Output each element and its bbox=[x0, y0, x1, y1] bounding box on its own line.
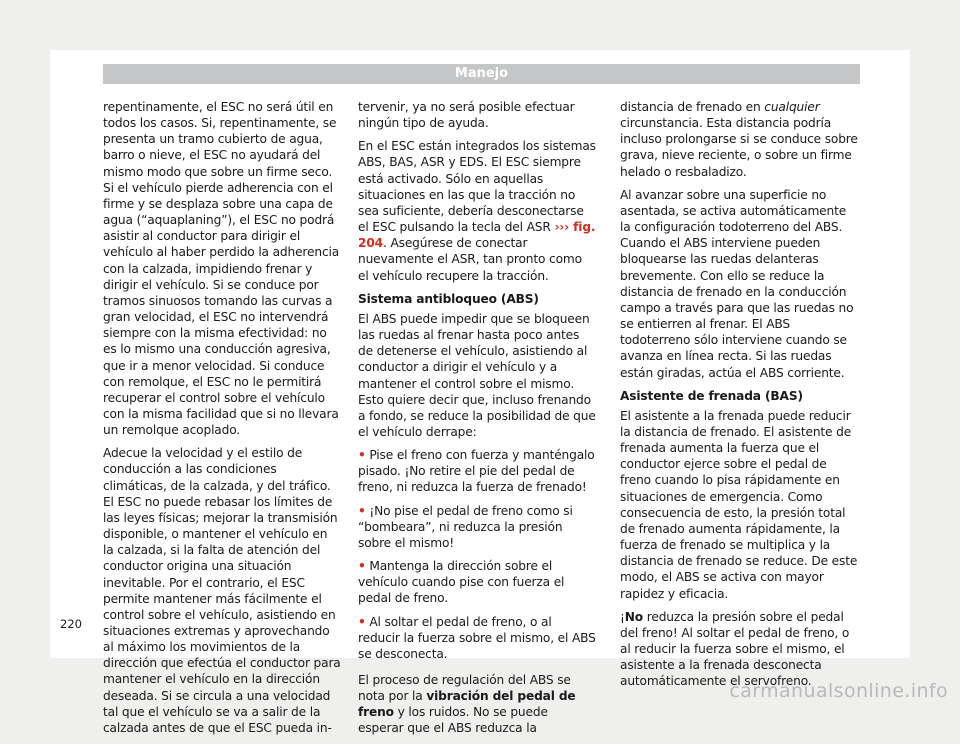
watermark-logo: carmanualsonline.info bbox=[729, 680, 948, 702]
emphasis-text: vibración del pedal de freno bbox=[358, 689, 576, 720]
paragraph-text: reduzca la presión sobre el pedal del freno! Al soltar el pedal de freno, o al reducir la fuerza sobre el mismo, el asistente a la frenada desconecta automáticamente el servofreno. bbox=[620, 609, 850, 689]
paragraph-text: ¡ bbox=[620, 609, 625, 624]
paragraph: tervenir, ya no será posible efectuar ningún tipo de ayuda. bbox=[358, 100, 575, 131]
paragraph-text: . Asegúrese de conectar nuevamente el ASR, tan pronto como el vehículo recupere la tracción. bbox=[358, 236, 582, 283]
bullet-icon: • bbox=[358, 559, 366, 574]
text-column-3 bbox=[620, 99, 858, 696]
bullet-icon: • bbox=[358, 614, 366, 629]
paragraph: Adecue la velocidad y el estilo de conducción a las condiciones climáticas, de la calzada, y del tráfico. El ESC no puede rebasar los límites de las leyes físicas; mejorar la transmisión disponible, o mantener el vehículo en la calzada, si la falta de atención del conductor origina una situación inevitable. Por el contrario, el ESC permite mantener más fácilmente el control sobre el vehículo, asistiendo en situaciones extremas y aprovechando al máximo los movimientos de la dirección que efectúa el conductor para mantener el vehículo en la dirección deseada. Si se circula a una velocidad tal que el vehículo se va a salir de la calzada antes de que el ESC pueda in- bbox=[103, 446, 341, 735]
paragraph bbox=[358, 138, 596, 283]
bullet-text: ¡No pise el pedal de freno como si “bombeara”, ni reduzca la presión sobre el mismo! bbox=[358, 503, 573, 550]
paragraph: repentinamente, el ESC no será útil en todos los casos. Si, repentinamente, se presenta un tramo cubierto de agua, barro o nieve, el ESC no ayudará del mismo modo que sobre un firme seco. Si el vehículo pierde adherencia con el firme y se desplaza sobre una capa de agua (“aquaplaning”), el ESC no podrá asistir al conductor para dirigir el vehículo al haber perdido la adherencia con la calzada, impidiendo frenar y dirigir el vehículo. Si se conduce por tramos sinuosos tomando las curvas a gran velocidad, el ESC no intervendrá siempre con la misma efectividad: no es lo mismo una conducción agresiva, que ir a menor velocidad. Si conduce con remolque, el ESC no le permitirá recuperar el control sobre el vehículo con la misma facilidad que si no llevara un remolque acoplado. bbox=[103, 100, 340, 438]
paragraph: El asistente a la frenada puede reducir la distancia de frenado. El asistente de frenada aumenta la fuerza que el conductor ejerce sobre el pedal de freno cuando lo pisa rápidamente en situaciones de emergencia. Como consecuencia de esto, la presión total de frenado aumenta rápidamente, la fuerza de frenado se multiplica y la distancia de frenado se reduce. De este modo, el ABS se activa con mayor rapidez y eficacia. bbox=[620, 408, 858, 601]
paragraph-text: y los ruidos. No se puede esperar que el ABS reduzca la bbox=[358, 705, 548, 736]
paragraph bbox=[620, 609, 858, 690]
bullet-item bbox=[358, 447, 596, 495]
page-number: 220 bbox=[60, 617, 82, 631]
bullet-item bbox=[358, 503, 596, 551]
bullet-icon: • bbox=[358, 503, 366, 518]
paragraph: Al avanzar sobre una superficie no asentada, se activa automáticamente la configuración todoterreno del ABS. Cuando el ABS interviene pueden bloquearse las ruedas delanteras brevemente. Con ello se reduce la distancia de frenado en la conducción campo a través para que las ruedas no se entierren al frenar. El ABS todoterreno sólo interviene cuando se avanza en línea recta. Si las ruedas están giradas, actúa el ABS corriente. bbox=[620, 187, 854, 380]
bullet-text: Pise el freno con fuerza y manténgalo pisado. ¡No retire el pie del pedal de freno, ni reduzca la fuerza de frenado! bbox=[358, 448, 595, 495]
bullet-item bbox=[358, 614, 596, 662]
bullet-icon: • bbox=[358, 448, 366, 463]
paragraph-text: En el ESC están integrados los sistemas ABS, BAS, ASR y EDS. El ESC siempre está activado. Sólo en aquellas situaciones en las que la tracción no sea suficiente, debería desconectarse el ESC pulsando la tecla del ASR bbox=[358, 139, 596, 235]
paragraph: El ABS puede impedir que se bloqueen las ruedas al frenar hasta poco antes de detenerse el vehículo, asistiendo al conductor a dirigir el vehículo y a mantener el control sobre el mismo. Esto quiere decir que, incluso frenando a fondo, se reduce la posibilidad de que el vehículo derrape: bbox=[358, 311, 596, 439]
emphasis-text: cualquier bbox=[764, 100, 820, 114]
paragraph-text: circunstancia. Esta distancia podría incluso prolongarse si se conduce sobre grava, nieve reciente, o sobre un firme helado o resbaladizo. bbox=[620, 116, 858, 179]
section-title: Manejo bbox=[454, 66, 509, 81]
figure-reference-link[interactable]: ››› fig. 204 bbox=[358, 220, 596, 251]
bullet-text: Al soltar el pedal de freno, o al reducir la fuerza sobre el mismo, el ABS se desconecta. bbox=[358, 614, 596, 661]
paragraph bbox=[620, 99, 858, 180]
section-heading-bas: Asistente de frenada (BAS) bbox=[620, 388, 803, 403]
paragraph-text: El proceso de regulación del ABS se nota por la bbox=[358, 673, 571, 704]
section-heading-abs: Sistema antibloqueo (ABS) bbox=[358, 291, 539, 306]
section-header-bar bbox=[103, 64, 860, 84]
text-column-2 bbox=[358, 99, 596, 744]
paragraph-text: distancia de frenado en bbox=[620, 100, 765, 114]
bullet-text: Mantenga la dirección sobre el vehículo cuando pise con fuerza el pedal de freno. bbox=[358, 559, 565, 606]
text-column-1 bbox=[103, 99, 341, 743]
emphasis-text: No bbox=[624, 609, 644, 624]
bullet-item bbox=[358, 558, 596, 606]
